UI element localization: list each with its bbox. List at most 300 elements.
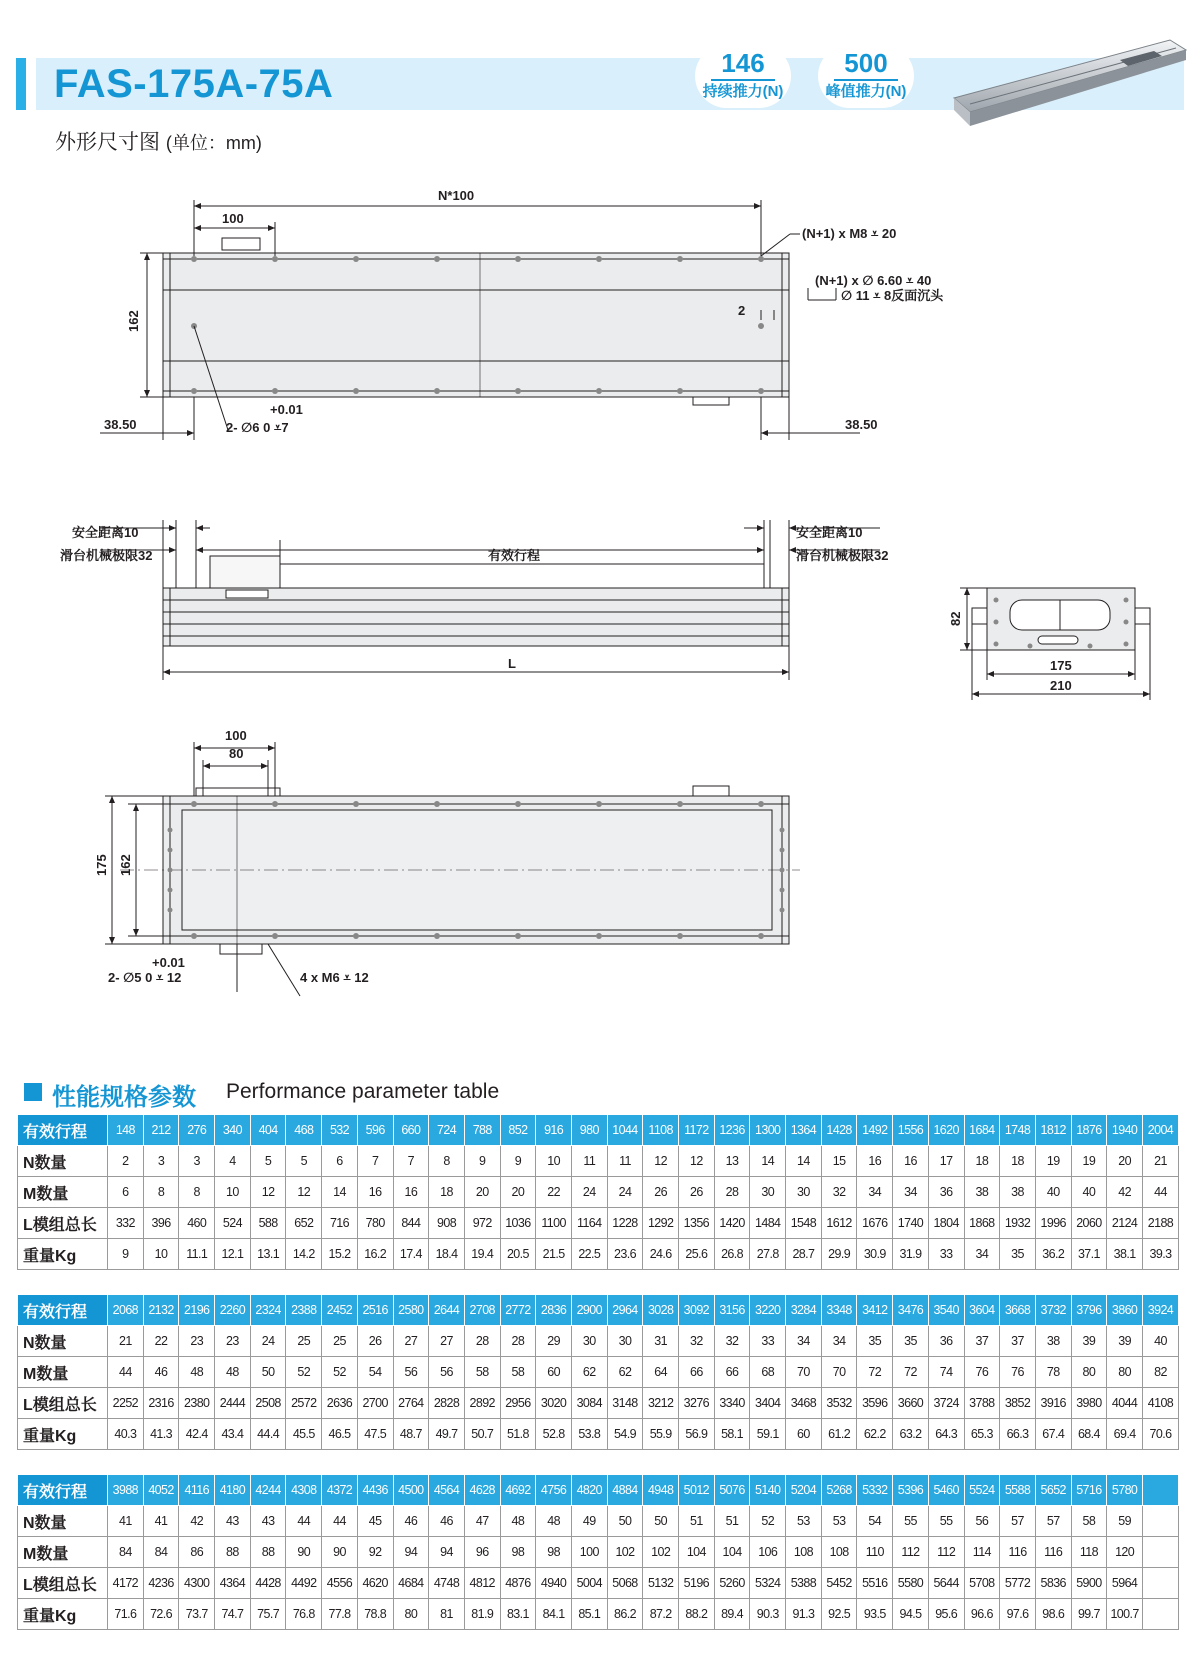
table-cell: 73.7 (179, 1599, 215, 1630)
table-cell: 86.2 (607, 1599, 643, 1630)
table-cell: 15.2 (322, 1239, 358, 1270)
table-cell: 4116 (179, 1475, 215, 1506)
table-cell: 18 (964, 1146, 1000, 1177)
table-cell: 24 (571, 1177, 607, 1208)
table-cell: 4372 (322, 1475, 358, 1506)
table-cell: 40 (1071, 1177, 1107, 1208)
table-cell: 14 (750, 1146, 786, 1177)
table-cell: 3604 (964, 1295, 1000, 1326)
table-cell: 27 (429, 1326, 465, 1357)
table-cell: 53 (786, 1506, 822, 1537)
table-cell: 16 (893, 1146, 929, 1177)
table-cell: 4436 (357, 1475, 393, 1506)
table-cell: 74.7 (215, 1599, 251, 1630)
table-cell: 5524 (964, 1475, 1000, 1506)
table-cell: 24 (607, 1177, 643, 1208)
table-cell: 18.4 (429, 1239, 465, 1270)
table-cell: 44 (286, 1506, 322, 1537)
table-cell: 5324 (750, 1568, 786, 1599)
table-cell: 55.9 (643, 1419, 679, 1450)
table-cell: 5716 (1071, 1475, 1107, 1506)
table-row (18, 1357, 1179, 1388)
top-view (100, 200, 860, 440)
table-cell (1142, 1537, 1178, 1568)
table-cell: 72 (857, 1357, 893, 1388)
table-cell: 2636 (322, 1388, 358, 1419)
table-cell: 1876 (1071, 1115, 1107, 1146)
table-cell (1142, 1506, 1178, 1537)
table-cell: 1036 (500, 1208, 536, 1239)
table-cell: 93.5 (857, 1599, 893, 1630)
table-cell: 4364 (215, 1568, 251, 1599)
table-cell: 4620 (357, 1568, 393, 1599)
table-cell: 2388 (286, 1295, 322, 1326)
table-row (18, 1537, 1179, 1568)
badge-divider (834, 79, 898, 81)
table-cell: 2 (108, 1146, 144, 1177)
table-cell: 41.3 (143, 1419, 179, 1450)
table-cell: 532 (322, 1115, 358, 1146)
table-cell: 5588 (1000, 1475, 1036, 1506)
table-cell: 2580 (393, 1295, 429, 1326)
table-cell: 95.6 (928, 1599, 964, 1630)
table-cell: 5068 (607, 1568, 643, 1599)
table-cell: 12 (250, 1177, 286, 1208)
table-cell: 36 (928, 1177, 964, 1208)
table-cell: 11 (571, 1146, 607, 1177)
table-cell: 35 (893, 1326, 929, 1357)
table-cell: 55 (893, 1506, 929, 1537)
table-cell: 40.3 (108, 1419, 144, 1450)
dim-width-100: 100 (225, 728, 247, 743)
table-cell: 104 (714, 1537, 750, 1568)
table-cell: 96.6 (964, 1599, 1000, 1630)
table-cell: 64 (643, 1357, 679, 1388)
table-cell: 1044 (607, 1115, 643, 1146)
table-cell: 27 (393, 1326, 429, 1357)
table-cell: 1612 (821, 1208, 857, 1239)
table-cell: 5516 (857, 1568, 893, 1599)
table-cell: 47.5 (357, 1419, 393, 1450)
performance-table-1 (17, 1114, 1179, 1270)
row-label: M数量 (18, 1357, 108, 1388)
drawing-subtitle-text: 外形尺寸图 (55, 131, 160, 154)
table-cell: 100 (571, 1537, 607, 1568)
table-cell: 71.6 (108, 1599, 144, 1630)
peak-force-value: 500 (844, 48, 888, 78)
table-cell: 1684 (964, 1115, 1000, 1146)
table-cell: 972 (464, 1208, 500, 1239)
table-cell: 1556 (893, 1115, 929, 1146)
table-cell: 60 (786, 1419, 822, 1450)
table-cell: 3212 (643, 1388, 679, 1419)
table-cell: 4628 (464, 1475, 500, 1506)
table-cell: 42.4 (179, 1419, 215, 1450)
table-cell: 81 (429, 1599, 465, 1630)
table-cell: 3284 (786, 1295, 822, 1326)
table-cell: 61.2 (821, 1419, 857, 1450)
table-cell: 2700 (357, 1388, 393, 1419)
table-cell: 29 (536, 1326, 572, 1357)
table-cell: 62.2 (857, 1419, 893, 1450)
table-cell: 96 (464, 1537, 500, 1568)
drawing-subtitle (55, 126, 262, 156)
table-cell: 31 (643, 1326, 679, 1357)
table-cell: 112 (893, 1537, 929, 1568)
table-cell: 5140 (750, 1475, 786, 1506)
table-cell: 1356 (679, 1208, 715, 1239)
table-cell: 49.7 (429, 1419, 465, 1450)
table-cell: 23 (215, 1326, 251, 1357)
table-cell: 3412 (857, 1295, 893, 1326)
table-cell: 11.1 (179, 1239, 215, 1270)
table-cell: 6 (322, 1146, 358, 1177)
table-cell: 16 (857, 1146, 893, 1177)
table-cell: 57 (1000, 1506, 1036, 1537)
table-cell: 30.9 (857, 1239, 893, 1270)
label-limit-right: 滑台机械极限32 (796, 548, 889, 563)
table-cell: 524 (215, 1208, 251, 1239)
table-cell: 67.4 (1035, 1419, 1071, 1450)
table-cell: 30 (607, 1326, 643, 1357)
table-cell: 53.8 (571, 1419, 607, 1450)
table-cell: 68.4 (1071, 1419, 1107, 1450)
table-cell: 27.8 (750, 1239, 786, 1270)
table-cell (1142, 1599, 1178, 1630)
table-cell: 52 (750, 1506, 786, 1537)
dim-left-edge: 38.50 (104, 417, 137, 432)
table-cell: 10 (215, 1177, 251, 1208)
table-cell: 1492 (857, 1115, 893, 1146)
table-cell: 45 (357, 1506, 393, 1537)
table-cell: 50 (643, 1506, 679, 1537)
row-label: N数量 (18, 1506, 108, 1537)
table-cell: 3 (143, 1146, 179, 1177)
side-view (100, 520, 880, 680)
table-cell: 148 (108, 1115, 144, 1146)
table-cell: 116 (1000, 1537, 1036, 1568)
table-cell: 4500 (393, 1475, 429, 1506)
table-cell: 3660 (893, 1388, 929, 1419)
table-cell: 24.6 (643, 1239, 679, 1270)
table-cell: 4748 (429, 1568, 465, 1599)
table-cell: 1236 (714, 1115, 750, 1146)
section-square-icon (24, 1083, 42, 1101)
dim-pin-tol: +0.01 (270, 402, 303, 417)
label-length: L (508, 656, 516, 671)
table-cell: 44.4 (250, 1419, 286, 1450)
table-row (18, 1146, 1179, 1177)
table-cell: 30 (750, 1177, 786, 1208)
table-cell: 18 (429, 1177, 465, 1208)
table-cell: 58 (500, 1357, 536, 1388)
table-row (18, 1475, 1179, 1506)
table-cell: 1300 (750, 1115, 786, 1146)
table-cell: 5268 (821, 1475, 857, 1506)
table-cell: 7 (393, 1146, 429, 1177)
table-cell: 72.6 (143, 1599, 179, 1630)
table-cell: 1100 (536, 1208, 572, 1239)
table-cell: 724 (429, 1115, 465, 1146)
table-cell: 54 (857, 1506, 893, 1537)
table-cell: 12 (643, 1146, 679, 1177)
table-cell: 3276 (679, 1388, 715, 1419)
table-cell: 83.1 (500, 1599, 536, 1630)
table-cell: 916 (536, 1115, 572, 1146)
table-cell: 980 (571, 1115, 607, 1146)
row-label: N数量 (18, 1326, 108, 1357)
table-cell: 4244 (250, 1475, 286, 1506)
table-cell: 332 (108, 1208, 144, 1239)
table-cell: 46 (393, 1506, 429, 1537)
table-cell: 1620 (928, 1115, 964, 1146)
table-cell: 92 (357, 1537, 393, 1568)
table-cell: 56 (964, 1506, 1000, 1537)
dim-width-210: 210 (1050, 678, 1072, 693)
table-cell: 76.8 (286, 1599, 322, 1630)
table-cell: 4820 (571, 1475, 607, 1506)
row-label: L模组总长 (18, 1208, 108, 1239)
table-cell: 10 (536, 1146, 572, 1177)
table-cell: 50.7 (464, 1419, 500, 1450)
table-cell: 14 (786, 1146, 822, 1177)
table-cell: 78.8 (357, 1599, 393, 1630)
table-cell: 99.7 (1071, 1599, 1107, 1630)
table-cell: 5836 (1035, 1568, 1071, 1599)
row-label: L模组总长 (18, 1568, 108, 1599)
table-cell: 2068 (108, 1295, 144, 1326)
table-cell: 48 (179, 1357, 215, 1388)
table-cell: 2380 (179, 1388, 215, 1419)
table-cell: 89.4 (714, 1599, 750, 1630)
table-cell: 5 (286, 1146, 322, 1177)
table-cell: 53 (821, 1506, 857, 1537)
table-cell: 38 (1035, 1326, 1071, 1357)
table-cell: 38 (1000, 1177, 1036, 1208)
table-cell: 51.8 (500, 1419, 536, 1450)
table-cell: 1484 (750, 1208, 786, 1239)
table-cell: 3980 (1071, 1388, 1107, 1419)
table-cell: 2132 (143, 1295, 179, 1326)
row-label: M数量 (18, 1177, 108, 1208)
table-cell: 3148 (607, 1388, 643, 1419)
table-cell: 50 (250, 1357, 286, 1388)
table-cell: 1364 (786, 1115, 822, 1146)
table-cell: 8 (179, 1177, 215, 1208)
table-cell: 4876 (500, 1568, 536, 1599)
table-cell: 3924 (1142, 1295, 1178, 1326)
table-cell: 660 (393, 1115, 429, 1146)
table-cell: 66.3 (1000, 1419, 1036, 1450)
table-cell: 1292 (643, 1208, 679, 1239)
table-cell: 9 (108, 1239, 144, 1270)
table-cell: 60 (536, 1357, 572, 1388)
table-cell: 52 (286, 1357, 322, 1388)
table-cell: 94 (429, 1537, 465, 1568)
table-cell: 25 (286, 1326, 322, 1357)
table-cell: 3540 (928, 1295, 964, 1326)
table-cell: 21 (108, 1326, 144, 1357)
table-cell: 2772 (500, 1295, 536, 1326)
table-cell: 3916 (1035, 1388, 1071, 1419)
table-cell: 58.1 (714, 1419, 750, 1450)
table-cell: 24 (250, 1326, 286, 1357)
table-cell: 4108 (1142, 1388, 1178, 1419)
table-cell: 12.1 (215, 1239, 251, 1270)
table-cell: 84 (108, 1537, 144, 1568)
table-cell: 48 (500, 1506, 536, 1537)
label-safety-left: 安全距离10 (72, 525, 139, 540)
table-cell: 33 (928, 1239, 964, 1270)
row-label: M数量 (18, 1537, 108, 1568)
peak-force-badge (818, 44, 914, 108)
table-cell: 69.4 (1107, 1419, 1143, 1450)
table-row (18, 1295, 1179, 1326)
table-cell: 58 (464, 1357, 500, 1388)
table-cell: 98 (536, 1537, 572, 1568)
section-title-en: Performance parameter table (226, 1080, 500, 1103)
table-cell: 19 (1071, 1146, 1107, 1177)
table-cell: 2892 (464, 1388, 500, 1419)
table-cell: 5260 (714, 1568, 750, 1599)
peak-force-label: 峰值推力(N) (825, 83, 907, 100)
table-cell: 66 (714, 1357, 750, 1388)
table-cell: 46.5 (322, 1419, 358, 1450)
table-cell: 84 (143, 1537, 179, 1568)
table-cell: 31.9 (893, 1239, 929, 1270)
table-cell: 19 (1035, 1146, 1071, 1177)
table-cell: 97.6 (1000, 1599, 1036, 1630)
table-cell: 33 (750, 1326, 786, 1357)
table-cell: 4308 (286, 1475, 322, 1506)
table-cell: 70 (821, 1357, 857, 1388)
table-cell: 78 (1035, 1357, 1071, 1388)
table-cell: 9 (464, 1146, 500, 1177)
table-cell: 4556 (322, 1568, 358, 1599)
table-cell: 1428 (821, 1115, 857, 1146)
table-cell: 16.2 (357, 1239, 393, 1270)
bottom-view (105, 742, 800, 996)
table-cell: 1932 (1000, 1208, 1036, 1239)
table-cell: 28.7 (786, 1239, 822, 1270)
table-cell: 51 (679, 1506, 715, 1537)
table-cell: 92.5 (821, 1599, 857, 1630)
table-cell: 1940 (1107, 1115, 1143, 1146)
table-cell: 52.8 (536, 1419, 572, 1450)
dim-m6: 4 x M6 ⩡ 12 (300, 970, 369, 985)
table-cell: 70.6 (1142, 1419, 1178, 1450)
table-cell: 22 (143, 1326, 179, 1357)
table-cell: 468 (286, 1115, 322, 1146)
table-cell: 22 (536, 1177, 572, 1208)
table-cell: 62 (571, 1357, 607, 1388)
table-cell: 2196 (179, 1295, 215, 1326)
table-cell: 2060 (1071, 1208, 1107, 1239)
table-cell: 104 (679, 1537, 715, 1568)
table-cell: 75.7 (250, 1599, 286, 1630)
table-cell: 100.7 (1107, 1599, 1143, 1630)
dim-hole-a: (N+1) x ∅ 6.60 ⩡ 40 (815, 273, 932, 288)
table-cell: 6 (108, 1177, 144, 1208)
table-cell: 46 (429, 1506, 465, 1537)
table-cell: 90.3 (750, 1599, 786, 1630)
table-cell: 2900 (571, 1295, 607, 1326)
table-cell (1142, 1475, 1178, 1506)
table-cell: 3596 (857, 1388, 893, 1419)
table-cell: 29.9 (821, 1239, 857, 1270)
table-cell: 1804 (928, 1208, 964, 1239)
performance-table-2 (17, 1294, 1179, 1450)
table-cell: 38 (964, 1177, 1000, 1208)
table-cell: 1172 (679, 1115, 715, 1146)
table-cell: 5196 (679, 1568, 715, 1599)
table-cell: 54 (357, 1357, 393, 1388)
table-cell: 2644 (429, 1295, 465, 1326)
dim-pitch-100: 100 (222, 211, 244, 226)
table-cell: 114 (964, 1537, 1000, 1568)
row-label: L模组总长 (18, 1388, 108, 1419)
table-cell: 35 (857, 1326, 893, 1357)
table-cell: 48 (215, 1357, 251, 1388)
table-cell: 64.3 (928, 1419, 964, 1450)
table-cell: 116 (1035, 1537, 1071, 1568)
table-cell: 43 (250, 1506, 286, 1537)
table-cell: 58 (1071, 1506, 1107, 1537)
table-cell: 112 (928, 1537, 964, 1568)
dim-pin-spec: 2- ∅5 0 ⩡ 12 (108, 970, 182, 985)
table-cell: 87.2 (643, 1599, 679, 1630)
table-cell: 16 (357, 1177, 393, 1208)
dim-n100: N*100 (438, 188, 475, 203)
table-cell: 5332 (857, 1475, 893, 1506)
table-cell: 3724 (928, 1388, 964, 1419)
table-cell: 2004 (1142, 1115, 1178, 1146)
table-cell: 2508 (250, 1388, 286, 1419)
table-cell: 59 (1107, 1506, 1143, 1537)
table-cell: 4236 (143, 1568, 179, 1599)
table-cell: 90 (286, 1537, 322, 1568)
table-cell: 3532 (821, 1388, 857, 1419)
continuous-force-label: 持续推力(N) (702, 83, 784, 100)
table-cell: 852 (500, 1115, 536, 1146)
table-cell: 72 (893, 1357, 929, 1388)
table-cell: 4492 (286, 1568, 322, 1599)
table-cell: 2572 (286, 1388, 322, 1419)
table-cell: 5396 (893, 1475, 929, 1506)
continuous-force-value: 146 (721, 48, 765, 78)
table-cell: 80 (1107, 1357, 1143, 1388)
table-cell: 4812 (464, 1568, 500, 1599)
table-cell: 10 (143, 1239, 179, 1270)
dim-right-edge: 38.50 (845, 417, 878, 432)
table-cell: 94 (393, 1537, 429, 1568)
table-cell: 106 (750, 1537, 786, 1568)
table-cell: 88 (215, 1537, 251, 1568)
table-cell: 1996 (1035, 1208, 1071, 1239)
product-image (940, 30, 1188, 140)
table-cell: 3156 (714, 1295, 750, 1326)
table-cell: 5388 (786, 1568, 822, 1599)
table-cell: 40 (1142, 1326, 1178, 1357)
dim-height-175: 175 (94, 854, 109, 876)
table-cell: 5780 (1107, 1475, 1143, 1506)
table-cell: 13 (714, 1146, 750, 1177)
table-cell: 65.3 (964, 1419, 1000, 1450)
table-cell: 44 (322, 1506, 358, 1537)
table-cell: 70 (786, 1357, 822, 1388)
table-cell: 22.5 (571, 1239, 607, 1270)
table-cell: 20 (1107, 1146, 1143, 1177)
